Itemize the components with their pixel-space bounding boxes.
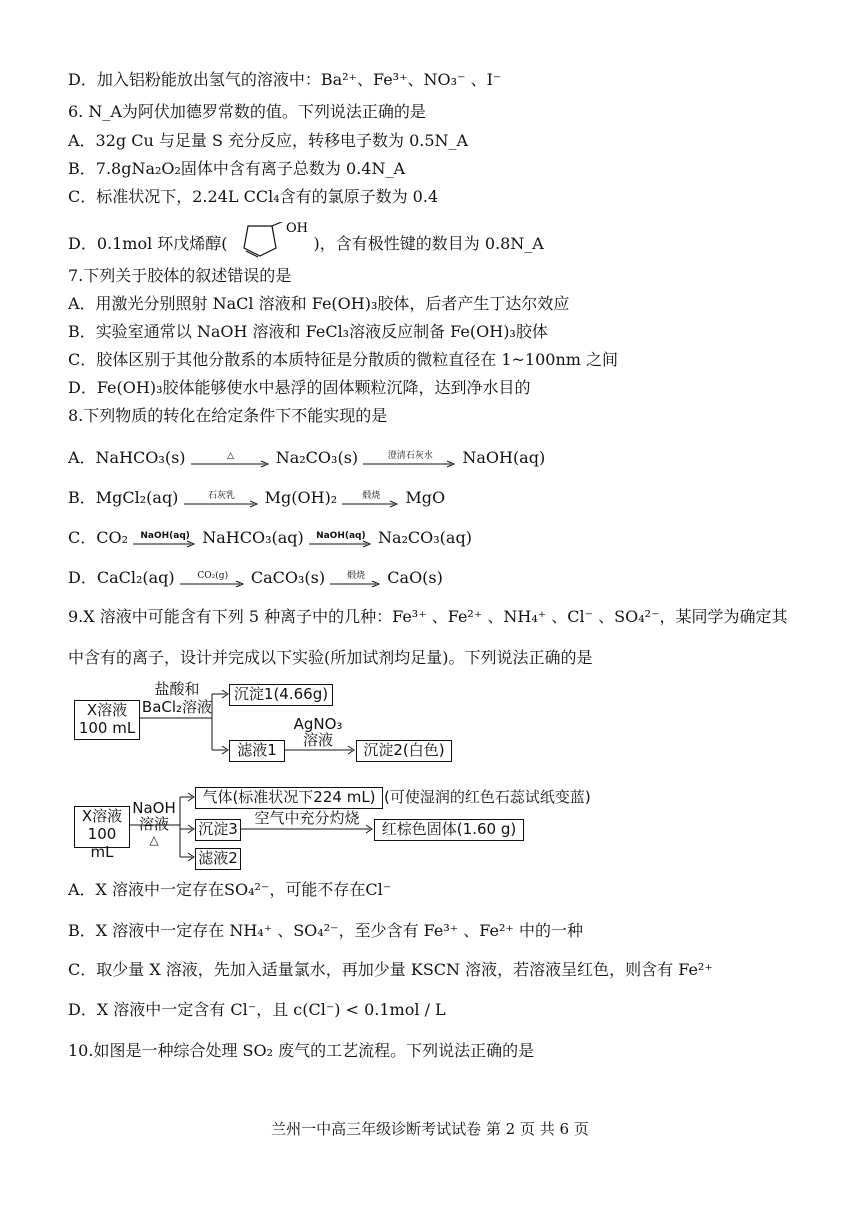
q9-option-b: B．X 溶液中一定存在 NH₄⁺ 、SO₄²⁻，至少含有 Fe³⁺ 、Fe²⁺ 中的一种 [68,921,583,940]
q5-option-d: D．加入铝粉能放出氢气的溶液中：Ba²⁺、Fe³⁺、NO₃⁻ 、I⁻ [68,70,502,89]
filtrate-1-box: 滤液1 [229,740,285,762]
reagent-agno3-b: 溶液 [302,731,333,749]
heat-symbol: △ [149,833,159,847]
q8c-reactant: C．CO₂ [68,528,129,547]
q6-option-c: C．标准状况下，2.24L CCl₄含有的氯原子数为 0.4 [68,187,439,206]
q8a-product: NaOH(aq) [462,448,546,467]
filtrate-2-box: 滤液2 [195,848,241,870]
q7-option-d: D．Fe(OH)₃胶体能够使水中悬浮的固体颗粒沉降，达到净水目的 [68,378,531,397]
reagent-hcl-bacl2: 盐酸和 [154,680,200,698]
q9-stem-cont: 中含有的离子，设计并完成以下实验(所加试剂均足量)。下列说法正确的是 [68,648,593,667]
reagent-naoh: NaOH [132,799,176,817]
q8b-product: MgO [405,488,446,507]
q9-option-a: A．X 溶液中一定存在SO₄²⁻，可能不存在Cl⁻ [68,880,392,899]
x-solution-box-1: X溶液 100 mL [74,700,140,740]
q8a-reactant: A．NaHCO₃(s) [68,448,186,467]
red-brown-solid-box: 红棕色固体(1.60 g) [374,819,524,841]
x-solution-box-2: X溶液 100 mL [74,806,130,848]
q8c-product: Na₂CO₃(aq) [377,528,472,547]
q8d-arrow-2: 煅烧 [330,570,382,588]
q8d-intermediate: CaCO₃(s) [250,568,326,587]
q8b-reactant: B．MgCl₂(aq) [68,488,179,507]
q7-option-c: C．胶体区别于其他分散系的本质特征是分散质的微粒直径在 1~100nm 之间 [68,350,619,369]
q6-stem: 6. N_A为阿伏加德罗常数的值。下列说法正确的是 [68,102,426,121]
precipitate-1-box: 沉淀1(4.66g) [229,684,333,706]
q8d-product: CaO(s) [387,568,443,587]
page-footer: 兰州一中高三年级诊断考试试卷 第 2 页 共 6 页 [271,1120,589,1138]
reagent-hcl-bacl2-b: BaCl₂溶液 [141,698,213,716]
q8-stem: 8.下列物质的转化在给定条件下不能实现的是 [68,406,388,425]
reagent-naoh-b: 溶液 [138,815,169,833]
q9-option-d: D．X 溶液中一定含有 Cl⁻，且 c(Cl⁻) < 0.1mol / L [68,1000,446,1019]
q9-stem: 9.X 溶液中可能含有下列 5 种离子中的几种：Fe³⁺ 、Fe²⁺ 、NH₄⁺ 、Cl⁻ 、SO₄²⁻，某同学为确定其 [68,607,788,626]
q6d-prefix: D．0.1mol 环戊烯醇( [68,234,228,253]
q8b-arrow-1: 石灰乳 [184,490,260,508]
reagent-agno3: AgNO₃ [293,715,343,733]
q9-option-c: C．取少量 X 溶液，先加入适量氯水，再加少量 KSCN 溶液，若溶液呈红色，则含有 Fe²⁺ [68,960,713,979]
q7-option-a: A．用激光分别照射 NaCl 溶液和 Fe(OH)₃胶体，后者产生丁达尔效应 [68,294,570,313]
gas-box: 气体(标准状况下224 mL) [195,787,383,809]
q8d-arrow-1: CO₂(g) [180,570,246,588]
q8c-arrow-1: NaOH(aq) [133,530,197,548]
burn-step: 空气中充分灼烧 [254,809,360,827]
q8d-reactant: D．CaCl₂(aq) [68,568,175,587]
oh-label: OH [285,222,308,236]
q8b-arrow-2: 煅烧 [342,490,400,508]
gas-note: (可使湿润的红色石蕊试纸变蓝) [384,788,591,806]
q7-stem: 7.下列关于胶体的叙述错误的是 [68,266,292,285]
q6-option-b: B．7.8gNa₂O₂固体中含有离子总数为 0.4N_A [68,159,406,178]
q6-option-a: A．32g Cu 与足量 S 充分反应，转移电子数为 0.5N_A [68,131,469,150]
q6d-suffix: )，含有极性键的数目为 0.8N_A [313,234,544,253]
q8a-arrow-1: △ [191,450,271,468]
q8a-intermediate: Na₂CO₃(s) [275,448,359,467]
q10-stem: 10.如图是一种综合处理 SO₂ 废气的工艺流程。下列说法正确的是 [68,1041,535,1060]
precipitate-2-box: 沉淀2(白色) [356,740,452,762]
q8a-arrow-2: 澄清石灰水 [363,450,457,468]
precipitate-3-box: 沉淀3 [195,819,241,841]
q8c-arrow-2: NaOH(aq) [309,530,373,548]
q8b-intermediate: Mg(OH)₂ [264,488,338,507]
q7-option-b: B．实验室通常以 NaOH 溶液和 FeCl₃溶液反应制备 Fe(OH)₃胶体 [68,322,548,341]
q8c-intermediate: NaHCO₃(aq) [202,528,304,547]
